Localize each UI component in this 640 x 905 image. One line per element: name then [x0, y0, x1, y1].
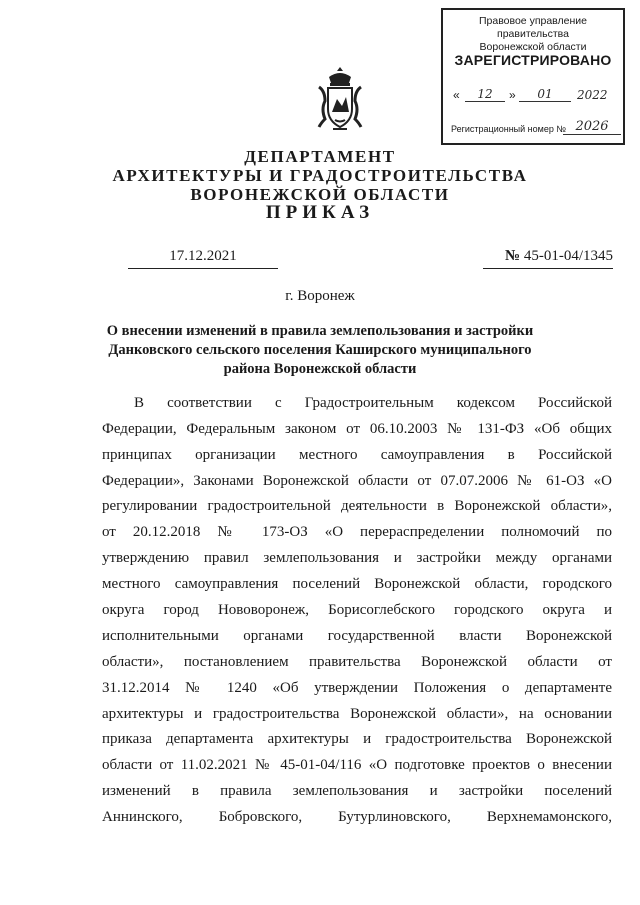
subject-line2: Данковского сельского поселения Каширского муниципального	[108, 342, 532, 358]
body-line: местного самоуправления поселений Воронежской области, городского	[102, 576, 612, 592]
body-line: утверждению правил землепользования и застройки между органами	[102, 550, 612, 566]
stamp-open-quote: «	[453, 88, 460, 102]
body-line: В соответствии с Градостроительным кодексом Российской	[134, 395, 612, 411]
city-name: г. Воронеж	[285, 288, 355, 304]
body-line: от 20.12.2018 № 173-ОЗ «О перераспределении полномочий по	[102, 524, 612, 540]
document-type-title: ПРИКАЗ	[265, 202, 375, 223]
stamp-reg-number-row	[451, 119, 617, 138]
body-line: архитектуры и градостроительства Воронежской области», на основании	[102, 706, 612, 722]
stamp-org-line1: Правовое управление правительства	[478, 15, 587, 40]
registration-stamp	[441, 8, 625, 145]
body-line: изменений в правила землепользования и застройки поселений	[102, 783, 612, 799]
body-line: регулировании градостроительной деятельности в Воронежской области»,	[102, 498, 612, 514]
subject-line3: района Воронежской области	[223, 361, 417, 377]
stamp-registered-label: ЗАРЕГИСТРИРОВАНО	[454, 52, 612, 68]
body-line: Федерации, Федеральным законом от 06.10.2003 № 131-ФЗ «Об общих	[102, 421, 612, 437]
stamp-organization	[443, 15, 623, 54]
stamp-month: 01	[519, 87, 571, 102]
order-date: 17.12.2021	[128, 248, 278, 269]
body-line: исполнительными органами государственной власти Воронежской	[102, 628, 612, 644]
department-title-line3: ВОРОНЕЖСКОЙ ОБЛАСТИ	[190, 185, 450, 204]
body-line: Федерации», Законами Воронежской области от 07.07.2006 № 61-ОЗ «О	[102, 473, 612, 489]
stamp-year: 2022	[577, 88, 608, 102]
body-line: приказа департамента архитектуры и градостроительства Воронежской	[102, 731, 612, 747]
body-line: Аннинского, Бобровского, Бутурлиновского, Верхнемамонского,	[102, 809, 612, 825]
body-line: округа город Нововоронеж, Борисоглебского городского округа и	[102, 602, 612, 618]
number-sign: №	[505, 248, 521, 264]
stamp-reg-number: 2026	[563, 119, 621, 135]
stamp-reg-number-label: Регистрационный номер №	[451, 124, 567, 134]
order-number-block	[483, 248, 613, 269]
body-line: принципах организации местного самоуправления в Российской	[102, 447, 612, 463]
stamp-day: 12	[465, 87, 505, 102]
order-number: 45-01-04/1345	[523, 248, 613, 264]
stamp-date	[453, 88, 613, 106]
body-line: области от 11.02.2021 № 45-01-04/116 «О подготовке проектов о внесении	[102, 757, 612, 773]
coat-of-arms-icon	[315, 65, 365, 135]
body-line: области», постановлением правительства Воронежской области от	[102, 654, 612, 670]
body-line: 31.12.2014 № 1240 «Об утверждении Положения о департаменте	[102, 680, 612, 696]
department-title-line2: АРХИТЕКТУРЫ И ГРАДОСТРОИТЕЛЬСТВА	[112, 166, 528, 185]
department-title-line1: ДЕПАРТАМЕНТ	[244, 147, 396, 166]
stamp-close-quote: »	[509, 88, 516, 102]
subject-line1: О внесении изменений в правила землепользования и застройки	[106, 323, 534, 339]
stamp-org-line2: Воронежской области	[479, 41, 587, 53]
